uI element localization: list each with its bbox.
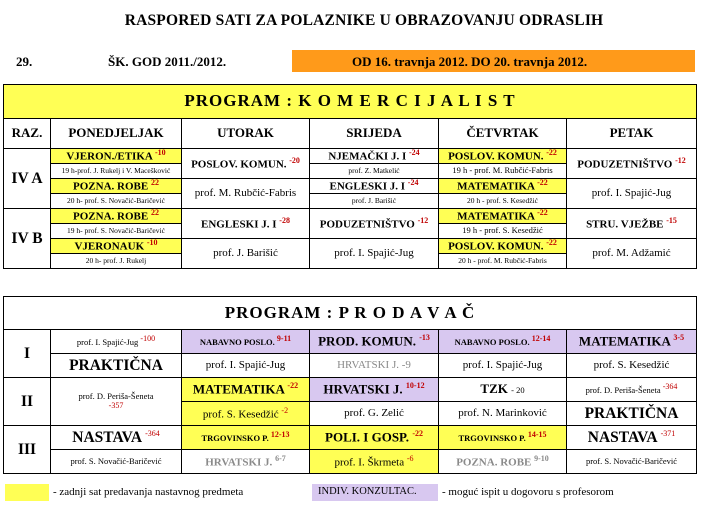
- col-header-raz: RAZ.: [4, 119, 51, 149]
- teacher-cell: prof. D. Periša-Šeneta -357: [51, 378, 182, 426]
- teacher-cell: prof. I. Spajić-Jug: [439, 354, 567, 378]
- schedule-cell: PRAKTIČNA: [567, 402, 697, 426]
- col-header-tuesday: UTORAK: [182, 119, 310, 149]
- teacher-cell: prof. I. Spajić-Jug: [310, 239, 439, 269]
- schedule-cell: MATEMATIKA $^{-22}$: [439, 179, 567, 194]
- teacher-cell: prof. M. Adžamić: [567, 239, 697, 269]
- schedule-cell: POSLOV. KOMUN. $^{-20}$: [182, 149, 310, 179]
- legend-text-exam: - moguć ispit u dogovoru s profesorom: [442, 486, 614, 498]
- schedule-cell: HRVATSKI J. $^{10-12}$: [310, 378, 439, 402]
- teacher-cell: 19 h-prof. J. Rukelj i V. Macešković: [51, 164, 182, 179]
- schedule-cell: POZNA. ROBE $^{22}$: [51, 209, 182, 224]
- schedule-number: 29.: [16, 54, 33, 69]
- teacher-cell: prof. J. Barišić: [310, 194, 439, 209]
- col-header-wednesday: SRIJEDA: [310, 119, 439, 149]
- teacher-cell: prof. S. Novačić-Baričević: [567, 450, 697, 474]
- schedule-cell: NASTAVA $^{-364}$: [51, 426, 182, 450]
- schedule-cell: STRU. VJEŽBE $^{-15}$: [567, 209, 697, 239]
- teacher-cell: 19 h - prof. M. Rubčić-Fabris: [439, 164, 567, 179]
- teacher-cell: prof. I. Spajić-Jug: [567, 179, 697, 209]
- teacher-cell: prof. I. Spajić-Jug -100: [51, 330, 182, 354]
- schedule-cell: ENGLESKI J. I $^{-28}$: [182, 209, 310, 239]
- col-header-thursday: ČETVRTAK: [439, 119, 567, 149]
- schedule-cell: ENGLESKI J. I $^{-24}$: [310, 179, 439, 194]
- schedule-cell: POSLOV. KOMUN. $^{-22}$: [439, 239, 567, 254]
- date-range: OD 16. travnja 2012. DO 20. travnja 2012.: [352, 54, 588, 69]
- class-label: II: [4, 378, 51, 426]
- class-label: I: [4, 330, 51, 378]
- teacher-cell: prof. G. Zelić: [310, 402, 439, 426]
- col-header-monday: PONEDJELJAK: [51, 119, 182, 149]
- legend-text-last-class: - zadnji sat predavanja nastavnog predmeta: [53, 486, 244, 498]
- col-header-friday: PETAK: [567, 119, 697, 149]
- schedule-cell: POLI. I GOSP. $^{-22}$: [310, 426, 439, 450]
- class-label: IV A: [4, 149, 51, 209]
- schedule-cell: PRAKTIČNA: [51, 354, 182, 378]
- program-komercijalist-table: [3, 84, 697, 269]
- schedule-cell: TRGOVINSKO P. 12-13: [182, 426, 310, 450]
- teacher-cell: prof. S. Novačić-Baričević: [51, 450, 182, 474]
- schedule-cell: NABAVNO POSLO. 12-14: [439, 330, 567, 354]
- schedule-cell: HRVATSKI J. $^{6-7}$: [182, 450, 310, 474]
- schedule-cell: NABAVNO POSLO. 9-11: [182, 330, 310, 354]
- teacher-cell: prof. J. Barišić: [182, 239, 310, 269]
- school-year: ŠK. GOD 2011./2012.: [108, 54, 227, 69]
- teacher-cell: 20 h - prof. M. Rubčić-Fabris: [439, 254, 567, 269]
- schedule-cell: MATEMATIKA $^{3-5}$: [567, 330, 697, 354]
- schedule-cell: VJERONAUK $^{-10}$: [51, 239, 182, 254]
- teacher-cell: prof. D. Periša-Šeneta -364: [567, 378, 697, 402]
- schedule-cell: PROD. KOMUN. $^{-13}$: [310, 330, 439, 354]
- page-title: RASPORED SATI ZA POLAZNIKE U OBRAZOVANJU ODRASLIH: [124, 12, 604, 29]
- schedule-cell: PODUZETNIŠTVO $^{-12}$: [567, 149, 697, 179]
- schedule-cell: MATEMATIKA $^{-22}$: [182, 378, 310, 402]
- teacher-cell: 20 h- prof. J. Rukelj: [51, 254, 182, 269]
- schedule-cell: VJERON./ETIKA $^{-10}$: [51, 149, 182, 164]
- teacher-cell: prof. M. Rubčić-Fabris: [182, 179, 310, 209]
- teacher-cell: 19 h- prof. S. Novačić-Baričević: [51, 224, 182, 239]
- teacher-cell: 19 h - prof. S. Kesedžić: [439, 224, 567, 239]
- teacher-cell: prof. I. Škrmeta $^{-6}$: [310, 450, 439, 474]
- program-title: PROGRAM : P R O D A V A Č: [4, 297, 697, 330]
- schedule-cell: HRVATSKI J. -9: [310, 354, 439, 378]
- teacher-cell: prof. Z. Matkelić: [310, 164, 439, 179]
- schedule-cell: NJEMAČKI J. I $^{-24}$: [310, 149, 439, 164]
- teacher-cell: 20 h- prof. S. Novačić-Baričević: [51, 194, 182, 209]
- teacher-cell: prof. I. Spajić-Jug: [182, 354, 310, 378]
- teacher-cell: 20 h - prof. S. Kesedžić: [439, 194, 567, 209]
- legend-text-consultation: INDIV. KONZULTAC.: [318, 486, 417, 497]
- schedule-cell: TRGOVINSKO P. 14-15: [439, 426, 567, 450]
- schedule-cell: POZNA. ROBE $^{22}$: [51, 179, 182, 194]
- schedule-cell: PODUZETNIŠTVO $^{-12}$: [310, 209, 439, 239]
- schedule-cell: MATEMATIKA $^{-22}$: [439, 209, 567, 224]
- program-title: PROGRAM : K O M E R C I J A L I S T: [4, 85, 697, 119]
- program-prodavac-table: [3, 296, 697, 474]
- schedule-cell: POSLOV. KOMUN. $^{-22}$: [439, 149, 567, 164]
- teacher-cell: prof. S. Kesedžić $^{-2}$: [182, 402, 310, 426]
- teacher-cell: prof. N. Marinković: [439, 402, 567, 426]
- schedule-cell: POZNA. ROBE $^{9-10}$: [439, 450, 567, 474]
- schedule-cell: NASTAVA $^{-371}$: [567, 426, 697, 450]
- legend-yellow-swatch: [5, 484, 49, 501]
- class-label: III: [4, 426, 51, 474]
- teacher-cell: prof. S. Kesedžić: [567, 354, 697, 378]
- class-label: IV B: [4, 209, 51, 269]
- schedule-cell: TZK - 20: [439, 378, 567, 402]
